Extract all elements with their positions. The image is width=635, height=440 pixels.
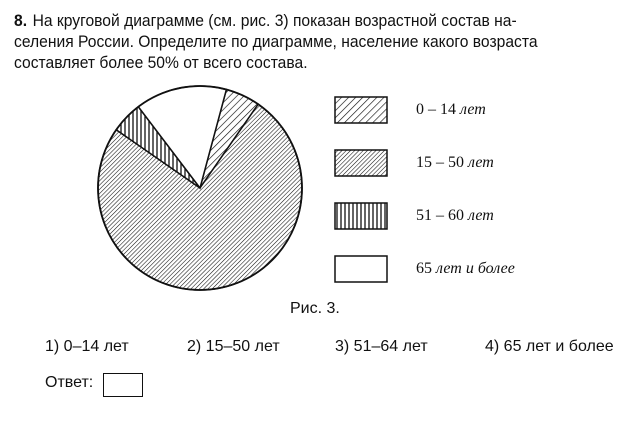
legend-label-number: 0 – 14 — [416, 101, 456, 118]
legend-label — [416, 207, 494, 225]
legend-label-number: 15 – 50 — [416, 154, 464, 171]
question-line-1: На круговой диаграмме (см. рис. 3) показан возрастной состав на- — [32, 11, 517, 30]
legend-label-number: 65 — [416, 260, 432, 277]
question-line-3: составляет более 50% от всего состава. — [14, 53, 308, 72]
answer-options — [45, 338, 630, 358]
legend-swatch — [335, 256, 387, 282]
legend-label-unit: лет — [456, 101, 486, 118]
option-2[interactable]: 2) 15–50 лет — [187, 338, 280, 355]
legend-label — [416, 101, 486, 119]
legend-label — [416, 260, 515, 278]
option-4[interactable]: 4) 65 лет и более — [485, 338, 614, 355]
answer-input[interactable] — [103, 373, 143, 397]
question-number: 8. — [14, 11, 28, 30]
option-3[interactable]: 3) 51–64 лет — [335, 338, 428, 355]
legend-swatch — [335, 150, 387, 176]
legend-label-unit: лет и более — [432, 260, 515, 277]
legend-swatch — [335, 203, 387, 229]
legend-label-unit: лет — [464, 207, 494, 224]
question-line-2: селения России. Определите по диаграмме, население какого возраста — [14, 32, 538, 51]
legend-label-unit: лет — [464, 154, 494, 171]
legend-label — [416, 154, 494, 172]
figure-caption: Рис. 3. — [290, 300, 340, 317]
legend-label-number: 51 – 60 — [416, 207, 464, 224]
option-1[interactable]: 1) 0–14 лет — [45, 338, 129, 355]
legend-swatch — [335, 97, 387, 123]
answer-label: Ответ: — [45, 374, 94, 391]
